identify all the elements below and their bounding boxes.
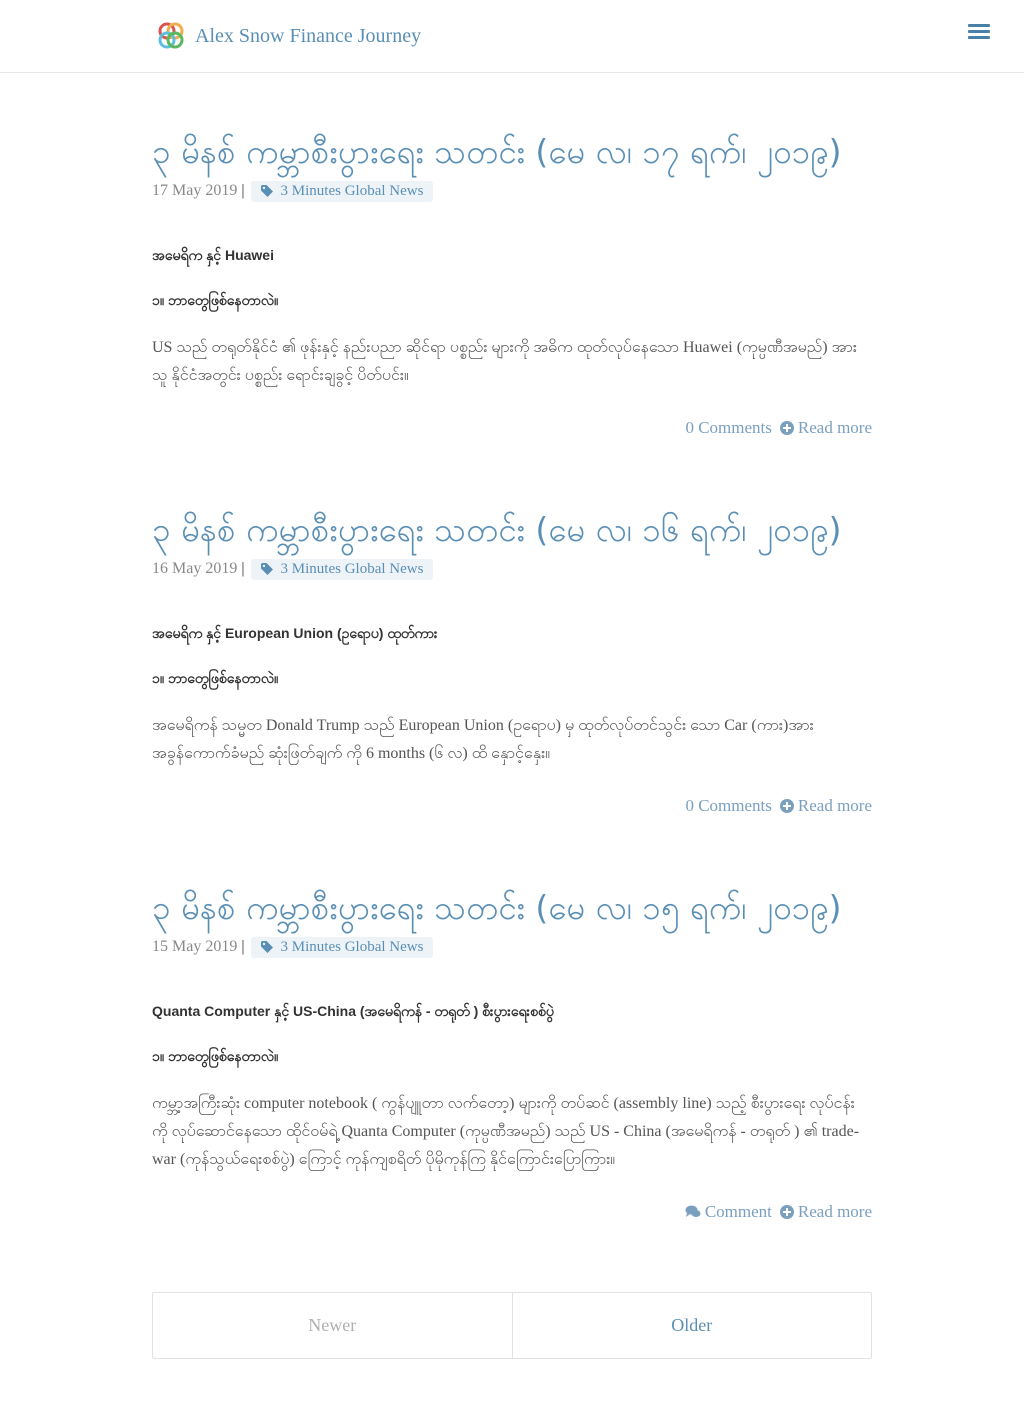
post-subheading: Quanta Computer နှင့် US-China (အမေရိကန် - တရုတ် ) စီးပွားရေးစစ်ပွဲ [152,1003,554,1019]
tag-icon [261,563,273,575]
post-excerpt: ကမ္ဘာ့အကြီးဆုံး computer notebook ( ကွန်ပျူတာ လက်တော့) များကို တပ်ဆင် (assembly line) သည့် စီးပွားရေး လုပ်ငန်း ကို လုပ်ဆောင်နေသော ထိုင်ဝမ်ရဲ့ Quanta Computer (ကုမ္ပဏီအမည်) သည် US - China (အမေရိကန် - တရုတ် ) ၏ trade-war (ကုန်သွယ်ရေးစစ်ပွဲ) ကြောင့် ကုန်ကျစရိတ် ပိုမိုကုန်ကြ နိုင်ကြောင်းပြောကြား။ [152,1095,860,1168]
post-actions [685,418,872,438]
site-brand[interactable] [155,20,421,52]
post-title[interactable]: ၃ မိနစ် ကမ္ဘာစီးပွားရေး သတင်း (မေ လ၊ ၁၅ ရက်၊ ၂၀၁၉) [152,888,842,927]
meta-separator: | [241,182,245,199]
post-tag[interactable] [251,181,434,202]
post-item [152,886,872,1221]
post-question: ၁။ ဘာတွေဖြစ်နေတာလဲ။ [152,1048,279,1064]
comments-icon [685,1205,701,1219]
post-tag-label: 3 Minutes Global News [280,560,424,577]
site-title: Alex Snow Finance Journey [195,24,422,47]
tag-icon [261,941,273,953]
post-date: 17 May 2019 [152,182,238,199]
post-actions [685,796,872,816]
post-meta [152,556,872,582]
pagination [152,1292,872,1359]
post-excerpt: US သည် တရုတ်နိုင်ငံ ၏ ဖုန်းနှင့် နည်းပညာ ဆိုင်ရာ ပစ္စည်း များကို အဓိက ထုတ်လုပ်နေသော Huawei (ကုမ္ပဏီအမည်) အား သူ နိုင်ငံအတွင်း ပစ္စည်း ရောင်းချခွင့် ပိတ်ပင်း။ [152,339,857,384]
newer-button[interactable]: Newer [153,1293,513,1358]
comments-link[interactable]: Comment [685,1202,772,1222]
meta-separator: | [241,938,245,955]
post-tag-label: 3 Minutes Global News [280,182,424,199]
top-navbar [0,0,1024,73]
post-question: ၁။ ဘာတွေဖြစ်နေတာလဲ။ [152,292,279,308]
post-meta [152,178,872,204]
post-title[interactable]: ၃ မိနစ် ကမ္ဘာစီးပွားရေး သတင်း (မေ လ၊ ၁၇ ရက်၊ ၂၀၁၉) [152,132,842,171]
read-more-link[interactable]: Read more [780,418,872,438]
read-more-link[interactable]: Read more [780,796,872,816]
read-more-link[interactable]: Read more [780,1202,872,1222]
post-date: 15 May 2019 [152,938,238,955]
plus-circle-icon [780,1205,794,1219]
post-item [152,508,872,815]
post-meta [152,934,872,960]
post-item [152,130,872,437]
post-question: ၁။ ဘာတွေဖြစ်နေတာလဲ။ [152,670,279,686]
comments-link[interactable]: 0 Comments [685,796,772,815]
comments-link[interactable]: 0 Comments [685,418,772,437]
post-title[interactable]: ၃ မိနစ် ကမ္ဘာစီးပွားရေး သတင်း (မေ လ၊ ၁၆ ရက်၊ ၂၀၁၉) [152,510,842,549]
older-button[interactable]: Older [671,1315,713,1335]
post-tag[interactable] [251,559,434,580]
hamburger-menu-icon[interactable] [968,24,990,42]
meta-separator: | [241,560,245,577]
post-date: 16 May 2019 [152,560,238,577]
post-actions [685,1202,872,1222]
post-subheading: အမေရိက နှင့် Huawei [152,247,274,263]
site-logo-icon [155,20,187,52]
plus-circle-icon [780,421,794,435]
post-tag[interactable] [251,937,434,958]
tag-icon [261,185,273,197]
plus-circle-icon [780,799,794,813]
post-subheading: အမေရိက နှင့် European Union (ဥရောပ) ထုတ်ကား [152,625,438,641]
post-excerpt: အမေရိကန် သမ္မတ Donald Trump သည် European Union (ဥရောပ) မှ ထုတ်လုပ်တင်သွင်း သော Car (ကား)အား အခွန်ကောက်ခံမည် ဆုံးဖြတ်ချက် ကို 6 months (၆ လ) ထိ နှောင့်နှေး။ [152,717,814,762]
post-tag-label: 3 Minutes Global News [280,938,424,955]
